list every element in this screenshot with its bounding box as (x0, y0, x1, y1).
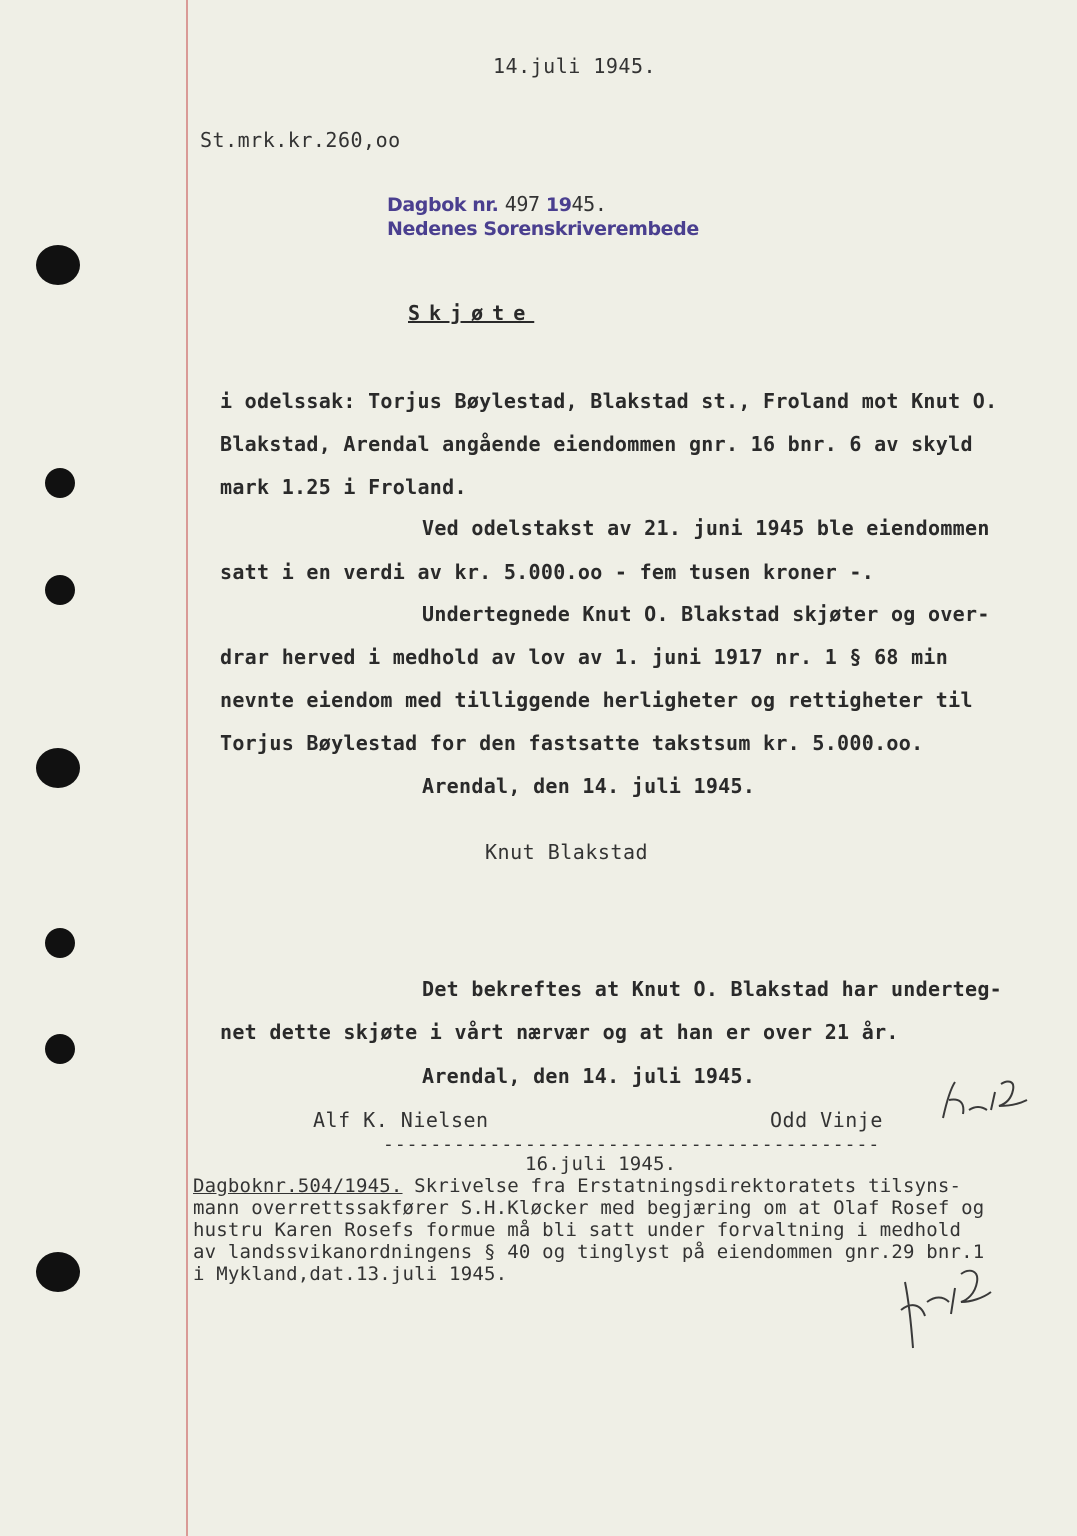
entry-line: i Mykland,dat.13.juli 1945. (193, 1263, 508, 1285)
body-line: drar herved i medhold av lov av 1. juni 1917 nr. 1 § 68 min (220, 645, 949, 669)
entry-line: av landssvikanordningens § 40 og tinglyst på eiendommen gnr.29 bnr.1 (193, 1241, 985, 1263)
office-stamp: Nedenes Sorenskriverembede (387, 218, 699, 240)
document-date: 14.juli 1945. (493, 54, 657, 78)
entry-line: mann overrettssakfører S.H.Kløcker med begjæring om at Olaf Rosef og (193, 1197, 985, 1219)
body-line: mark 1.25 i Froland. (220, 475, 467, 499)
entry-date: 16.juli 1945. (525, 1153, 677, 1175)
signer-name: Knut Blakstad (485, 840, 649, 864)
body-line: nevnte eiendom med tilliggende herligheter og rettigheter til (220, 688, 973, 712)
entry-reference: Dagboknr.504/1945. (193, 1175, 403, 1197)
diary-label: Dagbok nr. (387, 194, 499, 216)
handwritten-initials (895, 1262, 1005, 1358)
diary-stamp (387, 192, 606, 216)
witness-line: net dette skjøte i vårt nærvær og at han er over 21 år. (220, 1020, 899, 1044)
witness-line: Arendal, den 14. juli 1945. (422, 1064, 756, 1088)
entry-line: hustru Karen Rosefs formue må bli satt under forvaltning i medhold (193, 1219, 962, 1241)
witness-line: Det bekreftes at Knut O. Blakstad har underteg- (422, 977, 1003, 1001)
punch-hole (45, 575, 75, 605)
body-line: Ved odelstakst av 21. juni 1945 ble eiendommen (422, 516, 990, 540)
body-line: satt i en verdi av kr. 5.000.oo - fem tusen kroner -. (220, 560, 875, 584)
witness-name-2: Odd Vinje (770, 1108, 883, 1132)
diary-year-suffix: 45. (571, 192, 607, 216)
margin-line (186, 0, 188, 1536)
stamp-fee: St.mrk.kr.260,oo (200, 128, 401, 152)
handwritten-initials (935, 1070, 1055, 1130)
body-line: Blakstad, Arendal angående eiendommen gnr. 16 bnr. 6 av skyld (220, 432, 973, 456)
diary-number: 497 (504, 192, 540, 216)
punch-hole (45, 1034, 75, 1064)
diary-year-prefix: 19 (545, 194, 572, 216)
punch-hole (36, 245, 80, 285)
punch-hole (45, 468, 75, 498)
punch-hole (45, 928, 75, 958)
document-title: Skjøte (408, 301, 535, 325)
body-line: i odelssak: Torjus Bøylestad, Blakstad st., Froland mot Knut O. (220, 389, 998, 413)
punch-hole (36, 748, 80, 788)
body-line: Arendal, den 14. juli 1945. (422, 774, 756, 798)
punch-hole (36, 1252, 80, 1292)
separator-line: ------------------------------------------ (383, 1134, 881, 1155)
witness-name-1: Alf K. Nielsen (313, 1108, 489, 1132)
body-line: Undertegnede Knut O. Blakstad skjøter og over- (422, 602, 990, 626)
entry-line: Dagboknr.504/1945. Skrivelse fra Erstatningsdirektoratets tilsyns- (193, 1175, 962, 1197)
body-line: Torjus Bøylestad for den fastsatte takstsum kr. 5.000.oo. (220, 731, 924, 755)
